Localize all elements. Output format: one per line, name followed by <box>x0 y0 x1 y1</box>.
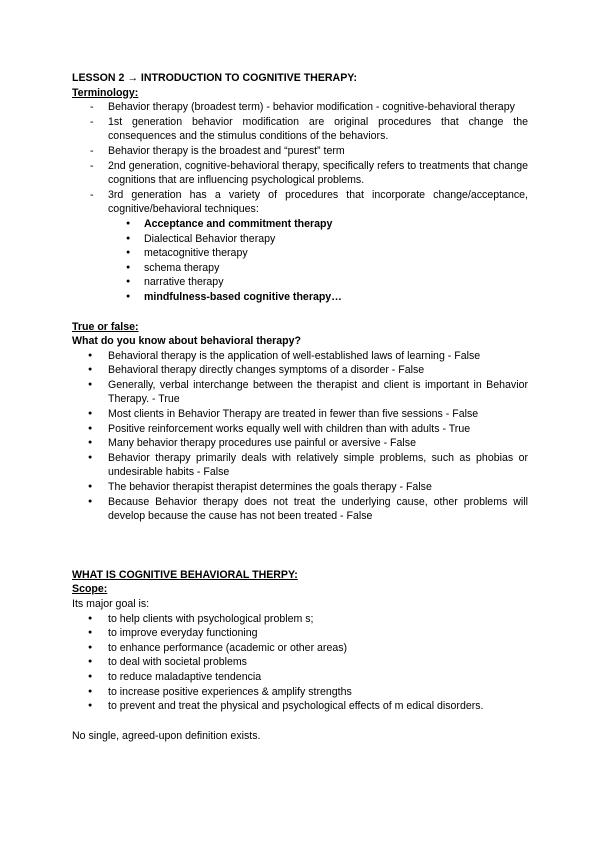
list-item: ● metacognitive therapy <box>72 246 528 261</box>
closing-statement: No single, agreed-upon definition exists. <box>72 729 261 742</box>
lesson-title: LESSON 2 → INTRODUCTION TO COGNITIVE THERAPY: <box>72 72 358 84</box>
true-false-list <box>72 349 528 524</box>
scope-heading: Scope: <box>72 583 108 596</box>
document-page <box>72 71 528 743</box>
true-false-question: What do you know about behavioral therapy? <box>72 335 301 348</box>
list-item: - 3rd generation has a variety of procedures that incorporate change/acceptance, cognitive/behavioral techniques: <box>72 188 528 217</box>
list-item: ● The behavior therapist therapist determines the goals therapy - False <box>72 480 528 495</box>
list-item: ● Because Behavior therapy does not treat the underlying cause, other problems will develop because the cause has not been treated - False <box>72 495 528 524</box>
list-item: ● to enhance performance (academic or other areas) <box>72 641 528 656</box>
cbt-title: WHAT IS COGNITIVE BEHAVIORAL THERPY: <box>72 568 298 581</box>
list-item: ● Behavior therapy primarily deals with relatively simple problems, such as phobias or undesirable habits - False <box>72 451 528 480</box>
list-item: ● schema therapy <box>72 261 528 276</box>
terminology-heading: Terminology: <box>72 86 139 99</box>
list-item: - 1st generation behavior modification are original procedures that change the consequences and the stimulus conditions of the behaviors. <box>72 115 528 144</box>
list-item: - 2nd generation, cognitive-behavioral therapy, specifically refers to treatments that change cognitions that are influencing psychological problems. <box>72 159 528 188</box>
list-item: - Behavior therapy is the broadest and “purest” term <box>72 144 528 159</box>
list-item: ● to improve everyday functioning <box>72 626 528 641</box>
true-false-heading: True or false: <box>72 320 139 333</box>
list-item: ● to help clients with psychological problem s; <box>72 612 528 627</box>
list-item: ● Behavioral therapy directly changes symptoms of a disorder - False <box>72 363 528 378</box>
list-item: ● Generally, verbal interchange between the therapist and client is important in Behavior Therapy. - True <box>72 378 528 407</box>
terminology-list <box>72 100 528 217</box>
list-item: ● narrative therapy <box>72 275 528 290</box>
list-item: ● to reduce maladaptive tendencia <box>72 670 528 685</box>
list-item: ● Dialectical Behavior therapy <box>72 232 528 247</box>
list-item: ● to deal with societal problems <box>72 655 528 670</box>
goals-list <box>72 612 528 714</box>
list-item: ● to increase positive experiences & amplify strengths <box>72 685 528 700</box>
goal-intro: Its major goal is: <box>72 598 150 610</box>
list-item: ● Most clients in Behavior Therapy are treated in fewer than five sessions - False <box>72 407 528 422</box>
list-item: ● Behavioral therapy is the application of well-established laws of learning - False <box>72 349 528 364</box>
list-item: ● Acceptance and commitment therapy <box>72 217 528 232</box>
list-item: ● Many behavior therapy procedures use painful or aversive - False <box>72 436 528 451</box>
list-item: ● to prevent and treat the physical and psychological effects of m edical disorders. <box>72 699 528 714</box>
list-item: - Behavior therapy (broadest term) - behavior modification - cognitive-behavioral therapy <box>72 100 528 115</box>
techniques-list <box>72 217 528 305</box>
list-item: ● Positive reinforcement works equally well with children than with adults - True <box>72 422 528 437</box>
list-item: ● mindfulness-based cognitive therapy… <box>72 290 528 305</box>
